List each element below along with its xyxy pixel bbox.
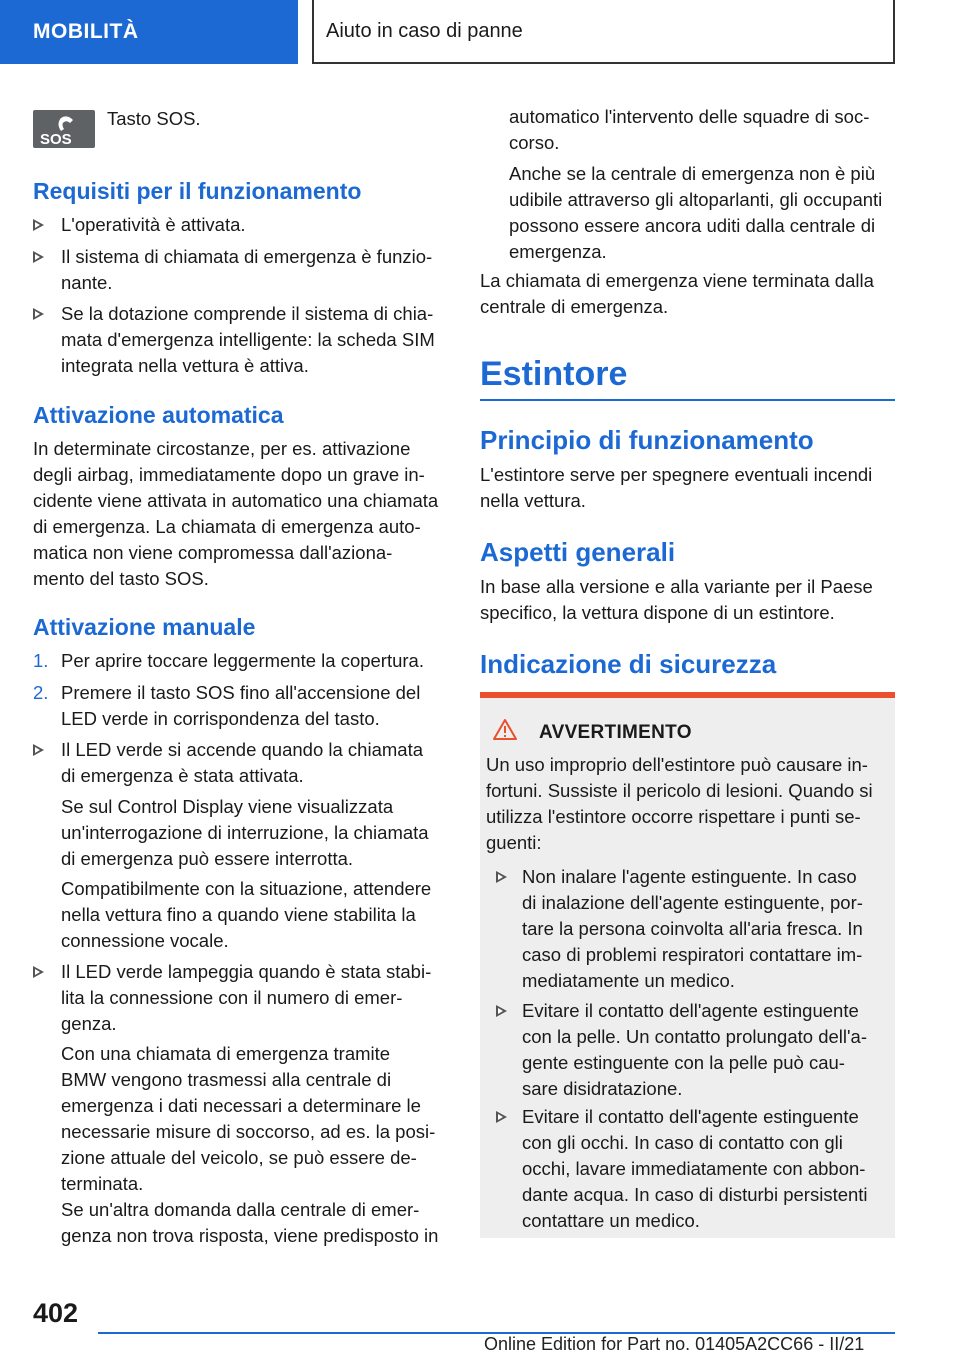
paragraph: In base alla versione e alla variante per il Paese specifico, la vettura dispone di un estintore. [480, 576, 873, 623]
warning-icon [492, 718, 518, 741]
manual-activation-heading: Attivazione manuale [33, 614, 256, 640]
chapter-title: Aiuto in caso di panne [312, 0, 895, 64]
sos-caption: Tasto SOS. [107, 108, 201, 129]
triangle-bullet-icon [33, 251, 44, 263]
paragraph: Se sul Control Display viene visualizzata un'interrogazione di interruzione, la chiamata di emergenza può essere interrotta. [61, 796, 429, 869]
sos-icon-label: SOS [40, 131, 72, 148]
warning-text: Un uso improprio dell'estintore può causare in- fortuni. Sussiste il pericolo di lesioni. Quando si utilizza l'estintore occorre rispettare i punti se- guenti: [486, 754, 873, 853]
paragraph: L'estintore serve per spegnere eventuali incendi nella vettura. [480, 464, 873, 511]
triangle-bullet-icon [496, 1111, 507, 1123]
section-divider [480, 399, 895, 401]
paragraph: Anche se la centrale di emergenza non è più udibile attraverso gli altoparlanti, gli occupanti possono essere ancora uditi dalla centrale di emergenza. [509, 163, 883, 262]
paragraph: Se un'altra domanda dalla centrale di emer- genza non trova risposta, viene predisposto in [61, 1199, 439, 1246]
section-tab: MOBILITÀ [0, 0, 298, 64]
safety-heading: Indicazione di sicurezza [480, 649, 777, 679]
warning-box: AVVERTIMENTO Un uso improprio dell'estintore può causare in- fortuni. Sussiste il pericolo di lesioni. Quando si utilizza l'estintore occorre rispettare i punti se- guenti: Non inalare l'agente estinguente. In caso di inalazione dell'agente estinguente, por- tare la persona coinvolta all'aria fresca. In caso di problemi respiratori contattare im- mediatamente un medico. Evitare il contatto dell'agente estinguente con la pelle. Un contatto prolungato dell'a- gente estinguente con la pelle può cau- sare disidratazione. Evitare il contatto dell'agente estinguente con gli occhi. In caso di contatto con gli occhi, lavare immediatamente con abbon- dante acqua. In caso di disturbi persistenti contattare un medico. [480, 692, 895, 1238]
triangle-bullet-icon [33, 219, 44, 231]
triangle-bullet-icon [33, 744, 44, 756]
sos-button-icon [33, 110, 95, 148]
paragraph: Con una chiamata di emergenza tramite BMW vengono trasmessi alla centrale di emergenza i dati necessari a determinare le necessarie misure di soccorso, ad es. la posi- zione attuale del veicolo, se può essere de- terminata. [61, 1043, 436, 1194]
edition-text: Online Edition for Part no. 01405A2CC66 - II/21 [484, 1334, 865, 1354]
phone-icon [33, 110, 95, 148]
section-title: Estintore [480, 355, 628, 393]
paragraph: automatico l'intervento delle squadre di soc- corso. [509, 106, 870, 153]
auto-activation-text: In determinate circostanze, per es. attivazione degli airbag, immediatamente dopo un grave in- cidente viene attivata in automatico una chiamata di emergenza. La chiamata di emergenza auto- matica non viene compromessa dall'aziona- mento del tasto SOS. [33, 438, 439, 589]
principle-heading: Principio di funzionamento [480, 425, 814, 455]
paragraph: La chiamata di emergenza viene terminata dalla centrale di emergenza. [480, 270, 874, 317]
triangle-bullet-icon [33, 308, 44, 320]
triangle-bullet-icon [33, 966, 44, 978]
triangle-bullet-icon [496, 871, 507, 883]
list-item: Il sistema di chiamata di emergenza è funzio- nante. [33, 244, 448, 296]
warning-title: AVVERTIMENTO [539, 722, 692, 743]
page-number: 402 [33, 1298, 79, 1328]
general-heading: Aspetti generali [480, 537, 676, 567]
requirements-heading: Requisiti per il funzionamento [33, 178, 362, 204]
auto-activation-heading: Attivazione automatica [33, 402, 284, 428]
triangle-bullet-icon [496, 1005, 507, 1017]
paragraph: Compatibilmente con la situazione, attendere nella vettura fino a quando viene stabilita la connessione vocale. [61, 878, 432, 951]
